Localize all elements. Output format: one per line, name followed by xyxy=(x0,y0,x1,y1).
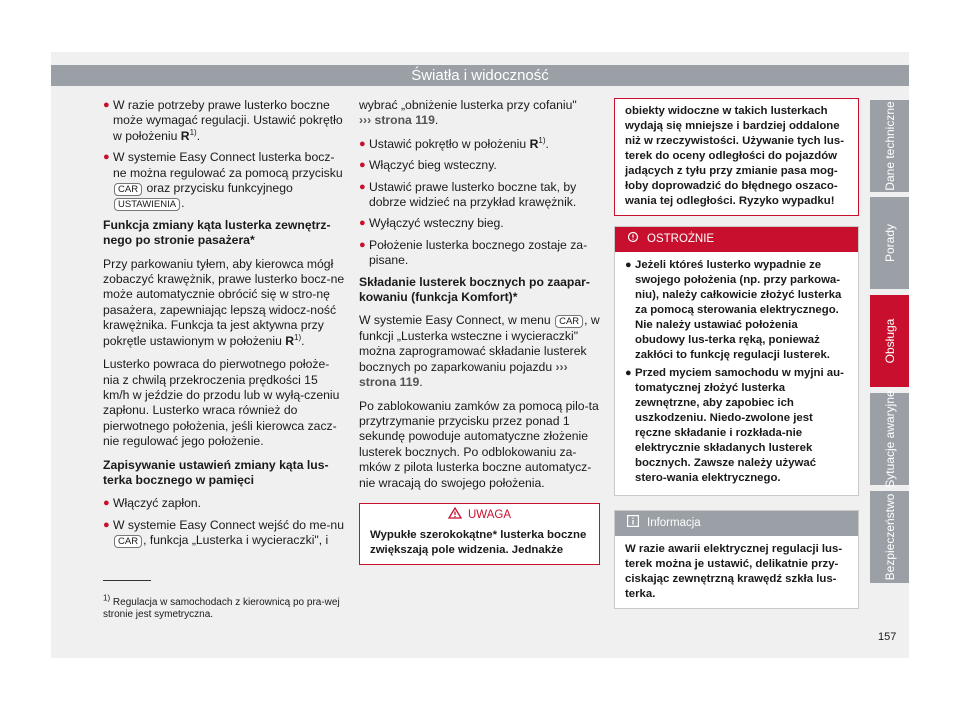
bullet-icon: ● xyxy=(359,159,366,172)
text: Przy parkowaniu tyłem, aby kierowca mógł zobaczyć krawężnik, prawe lusterko bocz-ne może automatycznie obrócić się w stro-nę pasażera, zapewniając lepszą widocz-ność krawężnika. Funkcja ta jest aktywna przy pokrętle ustawionym w położeniu xyxy=(103,256,345,348)
position-r: R xyxy=(180,128,190,143)
bullet-icon: ● xyxy=(103,497,110,510)
warning-text: Wypukłe szerokokątne* lusterka boczne zwiększają pole widzenia. Jednakże xyxy=(370,528,587,556)
info-icon xyxy=(627,515,639,527)
list-item xyxy=(103,98,345,144)
tab-label: Obsługa xyxy=(882,318,897,364)
footnote-text: Regulacja w samochodach z kierownicą po pra-wej stronie jest symetryczna. xyxy=(103,597,340,620)
paragraph: W systemie Easy Connect, w menu CAR , w funkcji „Lusterka wsteczne i wycieraczki" można zaprogramować składanie lusterek bocznych po zaparkowaniu pojazdu ››› strona 119. xyxy=(359,313,600,390)
list-item-text: W razie potrzeby prawe lusterko boczne może wymagać regulacji. Ustawić pokrętło w położeniu $R^{1)}$. xyxy=(113,98,343,143)
car-key-label: CAR xyxy=(114,183,142,196)
list-item-text: Ustawić prawe lusterko boczne tak, by dobrze widzieć na przykład krawężnik. xyxy=(369,179,577,210)
list-item xyxy=(359,180,600,211)
text: W systemie Easy Connect, w menu xyxy=(359,313,551,328)
warning-continuation-box xyxy=(614,98,859,216)
position-r: R xyxy=(285,333,295,348)
footnote-ref: 1) xyxy=(538,135,546,145)
text: W systemie Easy Connect wejść do me-nu xyxy=(113,517,344,532)
page-link[interactable]: ››› strona 119 xyxy=(359,359,568,390)
list-item xyxy=(359,137,600,152)
triangle-warning-icon xyxy=(448,507,462,519)
warning-header xyxy=(360,504,599,526)
bullet-icon: ● xyxy=(103,518,110,531)
warning-continuation-text: obiekty widoczne w takich lusterkach wydają się mniejsze i bardziej oddalone niż w rzeczywistości. Używanie tych lus-terek do oceny odległości do pojazdów jadących z tyłu przy zmianie pasa mog-łoby doprowadzić do błędnego oszaco-wania tej odległości. Ryzyko wypadku! xyxy=(625,105,845,207)
footnote-ref: 1) xyxy=(189,127,197,137)
text: W systemie Easy Connect lusterka bocz-ne można regulować za pomocą przycisku xyxy=(113,150,343,180)
tab-dane-techniczne[interactable] xyxy=(870,100,909,192)
tab-label: Porady xyxy=(882,223,897,263)
caution-box xyxy=(614,226,859,496)
list-item-text: Ustawić pokrętło w położeniu $R^{1)}$. xyxy=(369,135,549,151)
bullet-icon: ● xyxy=(359,180,366,193)
bullet-icon: ● xyxy=(103,99,110,111)
info-text: W razie awarii elektrycznej regulacji lus-terek można je ustawić, delikatnie przy-ciskając zewnętrzną krawędź szkła lus-terka. xyxy=(625,543,843,600)
section-heading: Funkcja zmiany kąta lusterka zewnętrz-nego po stronie pasażera* xyxy=(103,217,331,248)
footnote xyxy=(103,593,343,621)
paragraph: wybrać „obniżenie lusterka przy cofaniu" ››› strona 119. xyxy=(359,98,577,128)
column-middle xyxy=(359,98,600,565)
list-item xyxy=(103,150,345,212)
list-item-text: W systemie Easy Connect lusterka bocz-ne można regulować za pomocą przycisku CAR oraz przycisku funkcyjnego USTAWIENIA . xyxy=(113,150,343,211)
section-heading: Zapisywanie ustawień zmiany kąta lus-terka bocznego w pamięci xyxy=(103,457,329,487)
list-item-text: Położenie lusterka bocznego zostaje za-pisane. xyxy=(369,237,588,268)
caution-body xyxy=(615,252,858,495)
page-header: Światła i widoczność xyxy=(51,65,909,86)
tab-obsluga[interactable] xyxy=(870,295,909,387)
list-item-text: Jeżeli któreś lusterko wypadnie ze swojego położenia (np. przy parkowa-niu), należy całkowicie złożyć lusterka za pomocą sterowania elektrycznego. Nie należy ustawiać położenia obudowy lus-terka ręką, ponieważ zakłóci to funkcję regulacji lusterek. xyxy=(635,259,842,361)
list-item xyxy=(359,216,600,231)
settings-key-label: USTAWIENIA xyxy=(114,198,180,211)
section-heading: Składanie lusterek bocznych po zaapar-kowaniu (funkcja Komfort)* xyxy=(359,274,590,305)
gear-warning-icon xyxy=(627,231,639,243)
list-item xyxy=(625,258,848,363)
info-title: Informacja xyxy=(647,517,701,529)
bullet-icon: ● xyxy=(359,238,366,251)
list-item-text: Wyłączyć wsteczny bieg. xyxy=(369,216,504,231)
car-key-label: CAR xyxy=(114,535,142,548)
tab-label: Sytuacje awaryjne xyxy=(882,390,897,488)
footnote-divider xyxy=(103,580,151,581)
paragraph: Lusterko powraca do pierwotnego położe-nia z chwilą przekroczenia prędkości 15 km/h w jeździe do przodu lub w wyłą-czeniu zapłonu. Lusterko wraca również do pierwotnego położenia, jeśli kierowca zacz-nie regulować jego położenie. xyxy=(103,357,340,449)
list-item-text: Włączyć zapłon. xyxy=(113,496,202,511)
position-r: R xyxy=(529,136,539,151)
footnote-ref: 1) xyxy=(294,332,302,342)
tab-sytuacje-awaryjne[interactable] xyxy=(870,390,909,488)
paragraph: Przy parkowaniu tyłem, aby kierowca mógł zobaczyć krawężnik, prawe lusterko bocz-ne może automatycznie obrócić się w stro-nę pasażera, zapewniając lepszą widocz-ność krawężnika. Funkcja ta jest aktywna przy pokrętle ustawionym w położeniu $R^{1)}$. xyxy=(103,256,345,348)
tab-label: Dane techniczne xyxy=(882,101,897,191)
page-number: 157 xyxy=(878,631,897,643)
bullet-icon: ● xyxy=(103,151,110,164)
text: W razie potrzeby prawe lusterko boczne może wymagać regulacji. Ustawić pokrętło w położeniu xyxy=(113,98,343,143)
text: , funkcja „Lusterka i wycieraczki", i xyxy=(143,533,329,548)
text: Ustawić pokrętło w położeniu xyxy=(369,136,527,151)
column-left xyxy=(103,98,345,555)
list-item xyxy=(103,518,345,549)
bullet-icon: ● xyxy=(359,137,366,150)
footnote-mark: 1) xyxy=(103,593,111,603)
column-right xyxy=(614,98,859,609)
tab-bezpieczenstwo[interactable] xyxy=(870,491,909,583)
text: oraz przycisku funkcyjnego xyxy=(146,181,293,196)
tab-label: Bezpieczeństwo xyxy=(882,493,897,581)
tab-porady[interactable] xyxy=(870,197,909,289)
info-header xyxy=(615,511,858,536)
car-key-label: CAR xyxy=(555,315,583,328)
info-box xyxy=(614,510,859,609)
list-item xyxy=(359,158,600,173)
caution-title: OSTROŻNIE xyxy=(647,233,715,245)
text: , w funkcji „Lusterka wsteczne i wycieraczki" można zaprogramować składanie lusterek bocznych po zaparkowaniu pojazdu xyxy=(359,313,600,374)
list-item-text xyxy=(113,518,345,549)
list-item-text: Włączyć bieg wsteczny. xyxy=(369,158,497,173)
bullet-icon: ● xyxy=(359,217,366,230)
bullet-icon: ● xyxy=(625,259,632,271)
caution-header xyxy=(615,227,858,252)
text: wybrać „obniżenie lusterka przy cofaniu" xyxy=(359,98,577,112)
list-item-text: Przed myciem samochodu w myjni au-tomatycznej złożyć lusterka zewnętrzne, aby zapobiec ich uszkodzeniu. Niedo-zwolone jest ręczne składanie i rozkłada-nie elektrycznie składanych lusterek bocznych. Zawsze należy używać stero-wania elektrycznego. xyxy=(635,367,844,484)
bullet-icon: ● xyxy=(625,367,632,379)
warning-title: UWAGA xyxy=(467,508,512,521)
page-link[interactable]: ››› strona 119 xyxy=(359,113,435,128)
list-item xyxy=(103,496,345,511)
list-item xyxy=(625,366,848,486)
warning-box xyxy=(359,503,600,565)
list-item xyxy=(359,238,600,269)
paragraph: Po zablokowaniu zamków za pomocą pilo-ta przytrzymanie przycisku przez ponad 1 sekundę powoduje automatyczne złożenie lusterek bocznych. Po odblokowaniu za-mków z pilota lusterka boczne automatycz-nie wracają do swojego położenia. xyxy=(359,398,599,490)
